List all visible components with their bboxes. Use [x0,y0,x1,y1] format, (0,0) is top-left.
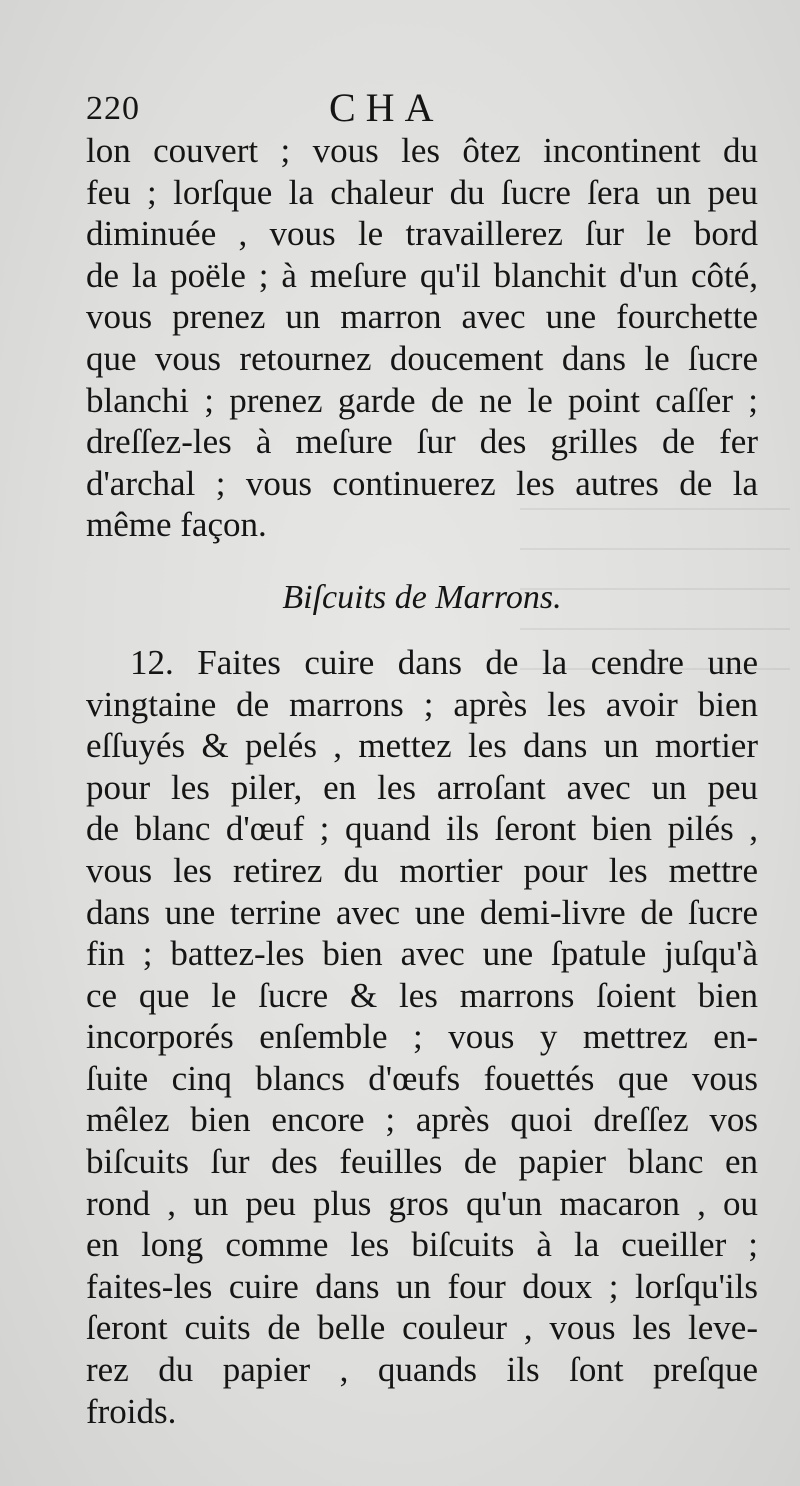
page-header [86,84,766,134]
text-line: de la poële ; à meſure qu'il blanchit d'un côté, [86,255,758,295]
page-number: 220 [86,90,140,127]
text-line: faites-les cuire dans un four doux ; lorſqu'ils [86,1266,758,1306]
paragraph-continued [86,130,758,546]
text-line: ſuite cinq blancs d'œufs fouettés que vous [86,1058,758,1098]
text-line: vous prenez un marron avec une fourchette [86,297,758,337]
text-line: diminuée , vous le travaillerez ſur le bord [86,214,758,254]
text-line: ce que le ſucre & les marrons ſoient bien [86,975,758,1015]
text-line: vous les retirez du mortier pour les mettre [86,850,758,890]
text-line: pour les piler, en les arroſant avec un peu [86,767,758,807]
text-line: lon couvert ; vous les ôtez incontinent du [86,131,758,170]
text-line: ſeront cuits de belle couleur , vous les leve- [86,1308,758,1348]
text-line: de blanc d'œuf ; quand ils ſeront bien pilés , [86,809,758,849]
text-line: d'archal ; vous continuerez les autres de la [86,463,758,503]
text-line: que vous retournez doucement dans le ſucre [86,338,758,378]
body-text [86,130,758,1432]
text-line: dans une terrine avec une demi-livre de ſucre [86,892,758,932]
recipe-paragraph [86,642,758,1432]
text-line: 12. Faites cuire dans de la cendre une [130,642,758,682]
text-line: rez du papier , quands ils ſont preſque [86,1350,758,1390]
text-line: feu ; lorſque la chaleur du ſucre ſera un peu [86,172,758,212]
running-head: CHA [329,85,444,130]
text-line: dreſſez-les à meſure ſur des grilles de fer [86,422,758,462]
text-line: vingtaine de marrons ; après les avoir bien [86,684,758,724]
text-line: froids. [86,1391,177,1431]
text-line: fin ; battez-les bien avec une ſpatule juſqu'à [86,934,758,974]
text-line: incorporés enſemble ; vous y mettrez en- [86,1017,758,1057]
text-line: en long comme les biſcuits à la cueiller ; [86,1225,758,1265]
text-line: eſſuyés & pelés , mettez les dans un mortier [86,726,758,766]
text-line: blanchi ; prenez garde de ne le point caſſer ; [86,380,758,420]
text-line: même façon. [86,505,267,545]
text-line: mêlez bien encore ; après quoi dreſſez vos [86,1100,758,1140]
recipe-heading: Biſcuits de Marrons. [282,578,562,616]
text-line: biſcuits ſur des feuilles de papier blanc en [86,1142,758,1182]
text-line: rond , un peu plus gros qu'un macaron , ou [86,1183,758,1223]
